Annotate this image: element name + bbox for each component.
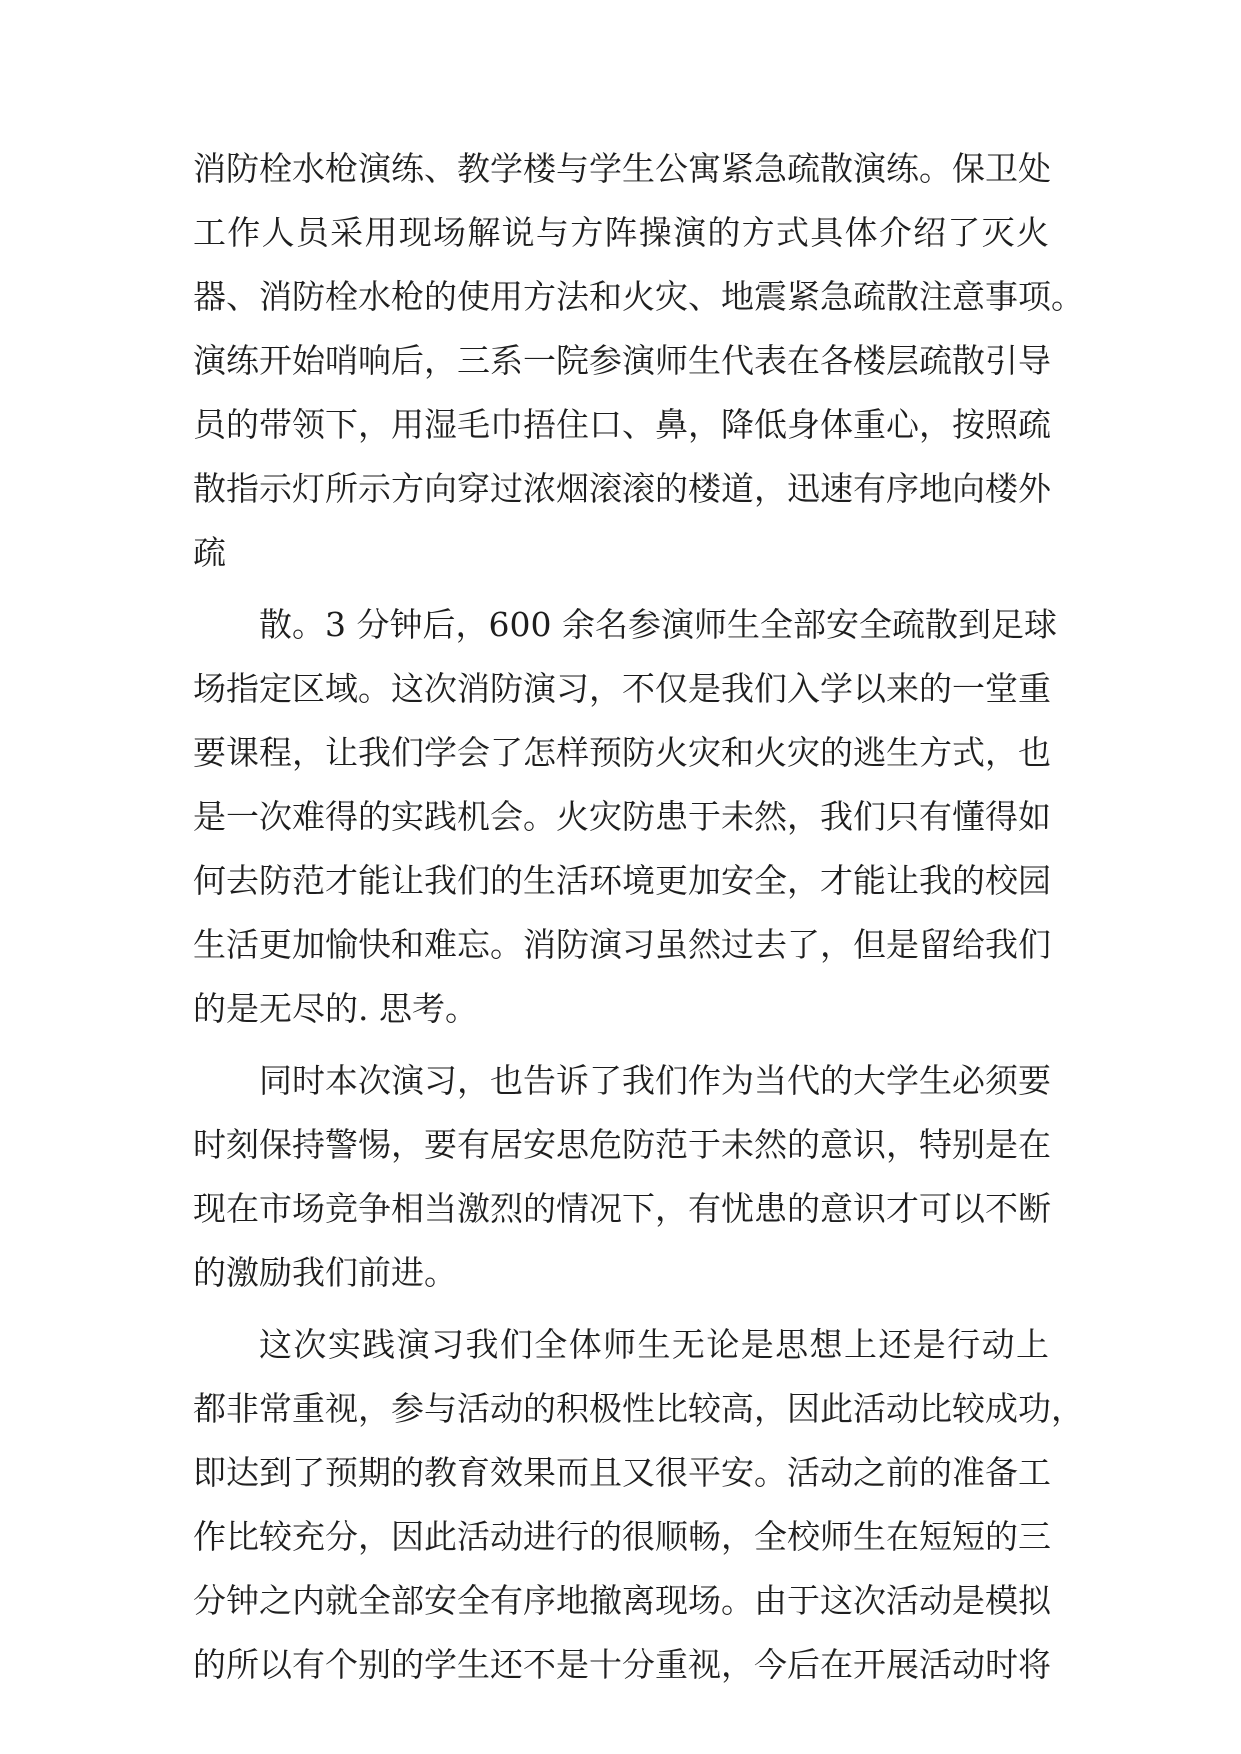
text-line: 同时本次演习，也告诉了我们作为当代的大学生必须要 bbox=[259, 1061, 1051, 1100]
paragraph-2 bbox=[193, 593, 1057, 1041]
document-body bbox=[193, 137, 1084, 1697]
text-line: 消防栓水枪演练、教学楼与学生公寓紧急疏散演练。保卫处 bbox=[193, 149, 1051, 188]
text-line: 散。3 分钟后，600 余名参演师生全部安全疏散到足球 bbox=[259, 605, 1057, 644]
text-line: 器、消防栓水枪的使用方法和火灾、地震紧急疏散注意事项。 bbox=[193, 277, 1084, 316]
text-line: 的激励我们前进。 bbox=[193, 1253, 457, 1292]
text-line: 生活更加愉快和难忘。消防演习虽然过去了，但是留给我们 bbox=[193, 925, 1051, 964]
text-line: 即达到了预期的教育效果而且又很平安。活动之前的准备工 bbox=[193, 1453, 1051, 1492]
text-line: 要课程，让我们学会了怎样预防火灾和火灾的逃生方式，也 bbox=[193, 733, 1051, 772]
paragraph-3 bbox=[193, 1049, 1049, 1305]
text-line: 的所以有个别的学生还不是十分重视，今后在开展活动时将 bbox=[193, 1645, 1051, 1684]
text-line: 时刻保持警惕，要有居安思危防范于未然的意识，特别是在 bbox=[193, 1125, 1051, 1164]
text-line: 场指定区域。这次消防演习，不仅是我们入学以来的一堂重 bbox=[193, 669, 1051, 708]
text-line: 的是无尽的. 思考。 bbox=[193, 989, 478, 1028]
text-line: 现在市场竞争相当激烈的情况下，有忧患的意识才可以不断 bbox=[193, 1189, 1051, 1228]
text-line: 何去防范才能让我们的生活环境更加安全，才能让我的校园 bbox=[193, 861, 1051, 900]
paragraph-1 bbox=[193, 137, 1084, 585]
text-line: 工作人员采用现场解说与方阵操演的方式具体介绍了灭火 bbox=[193, 213, 1049, 252]
text-line: 都非常重视，参与活动的积极性比较高，因此活动比较成功， bbox=[193, 1389, 1084, 1428]
text-line: 作比较充分，因此活动进行的很顺畅，全校师生在短短的三 bbox=[193, 1517, 1051, 1556]
text-line: 分钟之内就全部安全有序地撤离现场。由于这次活动是模拟 bbox=[193, 1581, 1051, 1620]
paragraph-4 bbox=[193, 1313, 1084, 1697]
text-line: 员的带领下，用湿毛巾捂住口、鼻，降低身体重心，按照疏 bbox=[193, 405, 1051, 444]
text-line: 是一次难得的实践机会。火灾防患于未然，我们只有懂得如 bbox=[193, 797, 1051, 836]
text-line: 演练开始哨响后，三系一院参演师生代表在各楼层疏散引导 bbox=[193, 341, 1051, 380]
text-line: 这次实践演习我们全体师生无论是思想上还是行动上 bbox=[259, 1325, 1049, 1364]
text-line: 散指示灯所示方向穿过浓烟滚滚的楼道，迅速有序地向楼外 bbox=[193, 469, 1051, 508]
text-line: 疏 bbox=[193, 533, 226, 572]
